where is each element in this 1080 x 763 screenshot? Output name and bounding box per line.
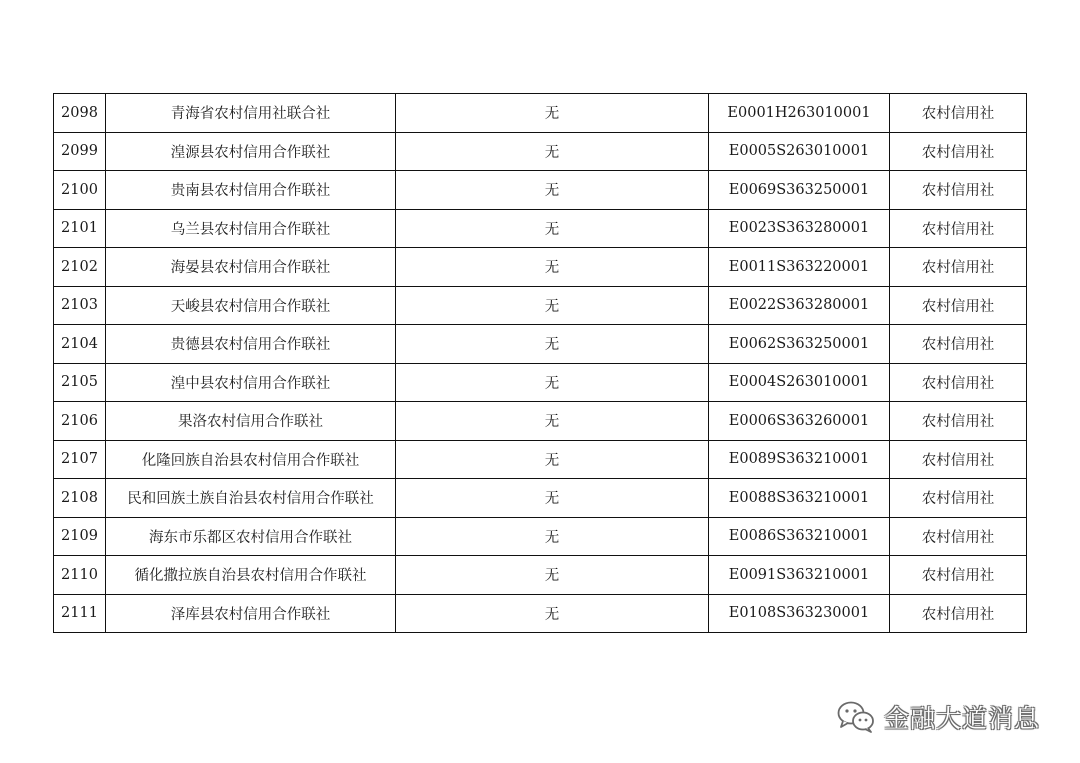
institution-type-cell: 农村信用社 bbox=[890, 556, 1027, 595]
institution-code-cell: E0004S263010001 bbox=[709, 363, 890, 402]
former-name-cell: 无 bbox=[396, 479, 709, 518]
institution-name-cell: 青海省农村信用社联合社 bbox=[106, 94, 396, 133]
table-row bbox=[54, 594, 1027, 633]
former-name-cell: 无 bbox=[396, 209, 709, 248]
row-number-cell: 2104 bbox=[54, 325, 106, 364]
institution-type-cell: 农村信用社 bbox=[890, 517, 1027, 556]
table-row bbox=[54, 402, 1027, 441]
former-name-cell: 无 bbox=[396, 248, 709, 287]
institution-code-cell: E0088S363210001 bbox=[709, 479, 890, 518]
institution-name-cell: 湟源县农村信用合作联社 bbox=[106, 132, 396, 171]
wechat-icon bbox=[836, 699, 876, 735]
table-row bbox=[54, 171, 1027, 210]
institution-type-cell: 农村信用社 bbox=[890, 402, 1027, 441]
institution-type-cell: 农村信用社 bbox=[890, 479, 1027, 518]
institution-code-cell: E0022S363280001 bbox=[709, 286, 890, 325]
institution-table bbox=[53, 93, 1027, 633]
institution-code-cell: E0023S363280001 bbox=[709, 209, 890, 248]
institution-name-cell: 乌兰县农村信用合作联社 bbox=[106, 209, 396, 248]
institution-type-cell: 农村信用社 bbox=[890, 94, 1027, 133]
row-number-cell: 2108 bbox=[54, 479, 106, 518]
institution-code-cell: E0069S363250001 bbox=[709, 171, 890, 210]
table-row bbox=[54, 132, 1027, 171]
row-number-cell: 2105 bbox=[54, 363, 106, 402]
table-row bbox=[54, 94, 1027, 133]
row-number-cell: 2109 bbox=[54, 517, 106, 556]
former-name-cell: 无 bbox=[396, 556, 709, 595]
row-number-cell: 2100 bbox=[54, 171, 106, 210]
institution-name-cell: 湟中县农村信用合作联社 bbox=[106, 363, 396, 402]
row-number-cell: 2111 bbox=[54, 594, 106, 633]
institution-type-cell: 农村信用社 bbox=[890, 132, 1027, 171]
institution-name-cell: 海晏县农村信用合作联社 bbox=[106, 248, 396, 287]
table-row bbox=[54, 517, 1027, 556]
former-name-cell: 无 bbox=[396, 440, 709, 479]
row-number-cell: 2110 bbox=[54, 556, 106, 595]
former-name-cell: 无 bbox=[396, 594, 709, 633]
table-row bbox=[54, 248, 1027, 287]
table-row bbox=[54, 286, 1027, 325]
institution-name-cell: 天峻县农村信用合作联社 bbox=[106, 286, 396, 325]
row-number-cell: 2102 bbox=[54, 248, 106, 287]
institution-type-cell: 农村信用社 bbox=[890, 440, 1027, 479]
row-number-cell: 2099 bbox=[54, 132, 106, 171]
row-number-cell: 2106 bbox=[54, 402, 106, 441]
institution-type-cell: 农村信用社 bbox=[890, 325, 1027, 364]
table-row bbox=[54, 325, 1027, 364]
institution-name-cell: 民和回族土族自治县农村信用合作联社 bbox=[106, 479, 396, 518]
institution-code-cell: E0001H263010001 bbox=[709, 94, 890, 133]
institution-name-cell: 果洛农村信用合作联社 bbox=[106, 402, 396, 441]
institution-code-cell: E0006S363260001 bbox=[709, 402, 890, 441]
institution-code-cell: E0062S363250001 bbox=[709, 325, 890, 364]
row-number-cell: 2101 bbox=[54, 209, 106, 248]
institution-name-cell: 循化撒拉族自治县农村信用合作联社 bbox=[106, 556, 396, 595]
watermark-text: 金融大道消息 bbox=[884, 704, 1041, 733]
former-name-cell: 无 bbox=[396, 171, 709, 210]
institution-code-cell: E0005S263010001 bbox=[709, 132, 890, 171]
institution-type-cell: 农村信用社 bbox=[890, 363, 1027, 402]
institution-code-cell: E0011S363220001 bbox=[709, 248, 890, 287]
former-name-cell: 无 bbox=[396, 286, 709, 325]
row-number-cell: 2098 bbox=[54, 94, 106, 133]
table-body bbox=[54, 94, 1027, 633]
row-number-cell: 2103 bbox=[54, 286, 106, 325]
institution-type-cell: 农村信用社 bbox=[890, 209, 1027, 248]
former-name-cell: 无 bbox=[396, 325, 709, 364]
institution-name-cell: 化隆回族自治县农村信用合作联社 bbox=[106, 440, 396, 479]
former-name-cell: 无 bbox=[396, 363, 709, 402]
table-row bbox=[54, 479, 1027, 518]
institution-type-cell: 农村信用社 bbox=[890, 286, 1027, 325]
institution-code-cell: E0089S363210001 bbox=[709, 440, 890, 479]
institution-type-cell: 农村信用社 bbox=[890, 171, 1027, 210]
former-name-cell: 无 bbox=[396, 402, 709, 441]
institution-name-cell: 贵南县农村信用合作联社 bbox=[106, 171, 396, 210]
table-row bbox=[54, 440, 1027, 479]
institution-code-cell: E0108S363230001 bbox=[709, 594, 890, 633]
institution-code-cell: E0091S363210001 bbox=[709, 556, 890, 595]
institution-name-cell: 贵德县农村信用合作联社 bbox=[106, 325, 396, 364]
row-number-cell: 2107 bbox=[54, 440, 106, 479]
watermark bbox=[836, 697, 1040, 737]
former-name-cell: 无 bbox=[396, 517, 709, 556]
institution-name-cell: 泽库县农村信用合作联社 bbox=[106, 594, 396, 633]
institution-type-cell: 农村信用社 bbox=[890, 594, 1027, 633]
table-row bbox=[54, 209, 1027, 248]
institution-code-cell: E0086S363210001 bbox=[709, 517, 890, 556]
table-row bbox=[54, 363, 1027, 402]
table-row bbox=[54, 556, 1027, 595]
institution-name-cell: 海东市乐都区农村信用合作联社 bbox=[106, 517, 396, 556]
former-name-cell: 无 bbox=[396, 94, 709, 133]
institution-type-cell: 农村信用社 bbox=[890, 248, 1027, 287]
former-name-cell: 无 bbox=[396, 132, 709, 171]
